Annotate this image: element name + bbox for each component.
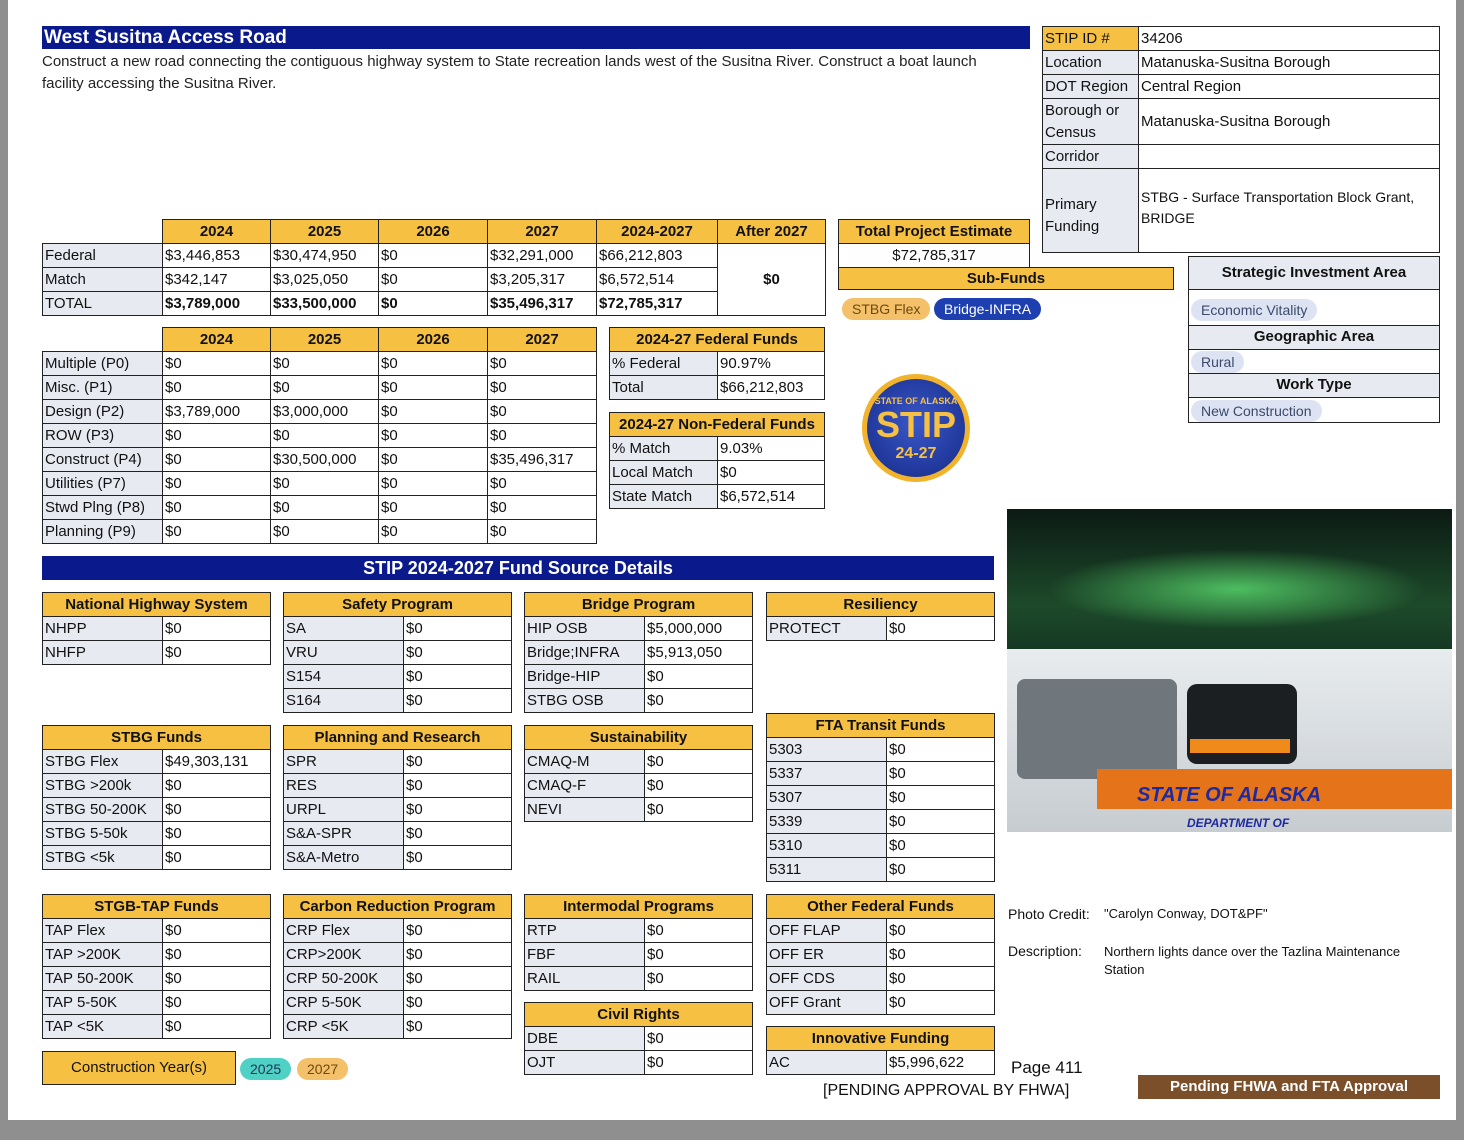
info-value: Matanuska-Susitna Borough	[1139, 51, 1440, 75]
fund-label: 5311	[767, 858, 887, 882]
cell: $0	[271, 424, 379, 448]
info-label: DOT Region	[1043, 75, 1139, 99]
row-label: Multiple (P0)	[43, 352, 163, 376]
fund-value: $5,913,050	[645, 641, 753, 665]
fund-label: NHPP	[43, 617, 163, 641]
fund-label: RTP	[525, 919, 645, 943]
fund-label: OFF Grant	[767, 991, 887, 1015]
fund-value: $5,000,000	[645, 617, 753, 641]
project-title: West Susitna Access Road	[42, 26, 1030, 49]
fund-value: $0	[163, 641, 271, 665]
cell: $342,147	[163, 268, 271, 292]
cell: 90.97%	[718, 352, 825, 376]
total-estimate-value: $72,785,317	[839, 244, 1030, 268]
fund-value: $0	[163, 617, 271, 641]
cell: $32,291,000	[488, 244, 597, 268]
photo-credit-label: Photo Credit:	[1008, 906, 1090, 922]
fund-value: $0	[163, 846, 271, 870]
fund-group	[524, 1002, 753, 1075]
cell: $35,496,317	[488, 448, 597, 472]
fund-label: STBG 50-200K	[43, 798, 163, 822]
info-label: Borough or Census	[1043, 99, 1139, 145]
phase-table	[42, 327, 597, 544]
fund-group	[766, 713, 995, 882]
row-label: Design (P2)	[43, 400, 163, 424]
year-chip: 2025	[240, 1058, 291, 1080]
fund-label: OJT	[525, 1051, 645, 1075]
cell: $3,205,317	[488, 268, 597, 292]
fund-value: $0	[163, 919, 271, 943]
fund-value: $0	[887, 834, 995, 858]
row-label: Total	[610, 376, 718, 400]
nonfederal-funds-table	[609, 412, 825, 509]
cell: $30,474,950	[271, 244, 379, 268]
fund-group	[42, 592, 271, 665]
fund-group-title: Sustainability	[525, 726, 753, 750]
fund-value: $5,996,622	[887, 1051, 995, 1075]
fund-label: TAP <5K	[43, 1015, 163, 1039]
fund-label: CMAQ-F	[525, 774, 645, 798]
photo-credit: "Carolyn Conway, DOT&PF"	[1104, 906, 1268, 921]
row-label: Match	[43, 268, 163, 292]
investment-chip: Economic Vitality	[1191, 299, 1317, 321]
cell: $0	[379, 520, 488, 544]
fund-value: $49,303,131	[163, 750, 271, 774]
row-label: ROW (P3)	[43, 424, 163, 448]
project-description: Construct a new road connecting the contiguous highway system to State recreation lands west of the Susitna River. Construct a boat launch facility accessing the Susitna River.	[42, 53, 977, 92]
fund-label: RAIL	[525, 967, 645, 991]
col-header: 2024	[163, 328, 271, 352]
fund-label: URPL	[284, 798, 404, 822]
fund-label: S&A-SPR	[284, 822, 404, 846]
row-label: TOTAL	[43, 292, 163, 316]
info-label: Location	[1043, 51, 1139, 75]
fund-label: STBG <5k	[43, 846, 163, 870]
cell: $0	[163, 352, 271, 376]
cell: $0	[163, 376, 271, 400]
fund-value: $0	[404, 991, 512, 1015]
fund-value: $0	[887, 786, 995, 810]
fund-group-title: Civil Rights	[525, 1003, 753, 1027]
row-label: Misc. (P1)	[43, 376, 163, 400]
fund-label: STBG 5-50k	[43, 822, 163, 846]
fund-value: $0	[887, 738, 995, 762]
cell: $0	[271, 352, 379, 376]
fund-value: $0	[645, 774, 753, 798]
col-header: 2025	[271, 220, 379, 244]
cell: $33,500,000	[271, 292, 379, 316]
col-header: 2024-2027	[597, 220, 718, 244]
cell: $0	[379, 424, 488, 448]
fund-label: HIP OSB	[525, 617, 645, 641]
sub-fund-chip: Bridge-INFRA	[934, 298, 1041, 320]
fund-value: $0	[887, 967, 995, 991]
row-label: % Match	[610, 437, 718, 461]
fund-group-title: STGB-TAP Funds	[43, 895, 271, 919]
photo-desc-label: Description:	[1008, 943, 1082, 959]
fund-label: CMAQ-M	[525, 750, 645, 774]
fund-value: $0	[163, 967, 271, 991]
cell: $0	[271, 376, 379, 400]
fund-group	[283, 894, 512, 1039]
cell: $66,212,803	[718, 376, 825, 400]
cell: $0	[163, 496, 271, 520]
fund-value: $0	[404, 641, 512, 665]
strategic-investment-label: Strategic Investment Area	[1188, 256, 1440, 290]
fund-group-title: Bridge Program	[525, 593, 753, 617]
fund-value: $0	[404, 822, 512, 846]
info-label: STIP ID #	[1043, 27, 1139, 51]
geographic-area-box	[1188, 349, 1440, 374]
fund-label: TAP >200K	[43, 943, 163, 967]
cell: $0	[379, 352, 488, 376]
construction-years-label: Construction Year(s)	[42, 1051, 236, 1085]
pending-text: [PENDING APPROVAL BY FHWA]	[823, 1082, 1070, 1099]
fund-label: STBG OSB	[525, 689, 645, 713]
fund-value: $0	[887, 991, 995, 1015]
fund-value: $0	[163, 822, 271, 846]
fund-group	[524, 592, 753, 713]
cell: $0	[379, 472, 488, 496]
stip-page	[8, 0, 1456, 1120]
fund-label: NHFP	[43, 641, 163, 665]
work-type-label: Work Type	[1188, 373, 1440, 398]
truck-window	[1017, 679, 1177, 779]
sub-fund-chip: STBG Flex	[842, 298, 930, 320]
col-header: 2025	[271, 328, 379, 352]
cell: $3,789,000	[163, 400, 271, 424]
row-label: Local Match	[610, 461, 718, 485]
fund-group-title: Planning and Research	[284, 726, 512, 750]
fund-value: $0	[645, 943, 753, 967]
logo-top-text: STATE OF ALASKA	[874, 396, 958, 406]
fund-group	[524, 725, 753, 822]
fund-label: S154	[284, 665, 404, 689]
fund-value: $0	[887, 919, 995, 943]
total-estimate-label: Total Project Estimate	[839, 220, 1030, 244]
fund-label: NEVI	[525, 798, 645, 822]
logo-main-text: STIP	[875, 404, 956, 445]
cell: $0	[271, 520, 379, 544]
info-value: Matanuska-Susitna Borough	[1139, 99, 1440, 145]
fund-value: $0	[404, 750, 512, 774]
cell: $72,785,317	[597, 292, 718, 316]
cell: $35,496,317	[488, 292, 597, 316]
row-label: Federal	[43, 244, 163, 268]
fund-label: OFF ER	[767, 943, 887, 967]
cell: $0	[379, 244, 488, 268]
fund-value: $0	[404, 967, 512, 991]
cell: $0	[163, 448, 271, 472]
cell: $3,446,853	[163, 244, 271, 268]
fund-group	[766, 894, 995, 1015]
fund-label: SA	[284, 617, 404, 641]
fund-value: $0	[887, 943, 995, 967]
fund-group	[283, 725, 512, 870]
fund-group	[766, 592, 995, 641]
cell: $0	[271, 496, 379, 520]
cell: $0	[163, 520, 271, 544]
strategic-investment-box	[1188, 289, 1440, 326]
aurora	[1047, 549, 1427, 629]
fund-label: 5339	[767, 810, 887, 834]
fund-label: RES	[284, 774, 404, 798]
cell: $0	[379, 268, 488, 292]
cell: $0	[488, 352, 597, 376]
fund-label: CRP Flex	[284, 919, 404, 943]
fund-label: SPR	[284, 750, 404, 774]
page-number: Page 411	[1011, 1058, 1083, 1077]
work-type-box	[1188, 397, 1440, 423]
col-header: 2026	[379, 220, 488, 244]
fund-group-title: Carbon Reduction Program	[284, 895, 512, 919]
info-label: Primary Funding	[1043, 169, 1139, 253]
cell: $0	[163, 424, 271, 448]
fund-value: $0	[887, 858, 995, 882]
fund-source-title: STIP 2024-2027 Fund Source Details	[42, 556, 994, 580]
col-header: 2027	[488, 220, 597, 244]
cell: $0	[488, 472, 597, 496]
project-info-table	[1042, 26, 1440, 253]
fund-label: AC	[767, 1051, 887, 1075]
fund-group	[283, 592, 512, 713]
fund-value: $0	[404, 846, 512, 870]
fund-value: $0	[404, 617, 512, 641]
cell: $3,789,000	[163, 292, 271, 316]
fund-value: $0	[645, 919, 753, 943]
fund-label: TAP Flex	[43, 919, 163, 943]
row-label: Planning (P9)	[43, 520, 163, 544]
funding-table	[42, 219, 826, 316]
cell: $30,500,000	[271, 448, 379, 472]
info-value: STBG - Surface Transportation Block Grant, BRIDGE	[1139, 169, 1440, 253]
info-value: Central Region	[1139, 75, 1440, 99]
row-label: Construct (P4)	[43, 448, 163, 472]
col-header: 2024	[163, 220, 271, 244]
fund-label: TAP 50-200K	[43, 967, 163, 991]
cell: $6,572,514	[718, 485, 825, 509]
fund-value: $0	[645, 1027, 753, 1051]
fund-group-title: Intermodal Programs	[525, 895, 753, 919]
total-estimate	[838, 219, 1030, 268]
cell: 9.03%	[718, 437, 825, 461]
fund-label: CRP <5K	[284, 1015, 404, 1039]
fund-group-title: Other Federal Funds	[767, 895, 995, 919]
fund-label: S164	[284, 689, 404, 713]
fund-group-title: Resiliency	[767, 593, 995, 617]
cell: $0	[488, 376, 597, 400]
fund-label: PROTECT	[767, 617, 887, 641]
info-label: Corridor	[1043, 145, 1139, 169]
cell: $0	[379, 292, 488, 316]
fund-group	[42, 725, 271, 870]
stip-logo	[862, 374, 970, 482]
fund-label: CRP 5-50K	[284, 991, 404, 1015]
cell: $0	[488, 400, 597, 424]
cell: $0	[379, 496, 488, 520]
fund-value: $0	[645, 798, 753, 822]
fund-value: $0	[163, 798, 271, 822]
nonfederal-funds-title: 2024-27 Non-Federal Funds	[610, 413, 825, 437]
fund-value: $0	[645, 1051, 753, 1075]
col-header: After 2027	[718, 220, 826, 244]
pending-badge: Pending FHWA and FTA Approval	[1138, 1075, 1440, 1099]
cell: $0	[163, 472, 271, 496]
fund-group	[42, 894, 271, 1039]
row-label: Utilities (P7)	[43, 472, 163, 496]
cell: $0	[379, 448, 488, 472]
fund-value: $0	[163, 943, 271, 967]
cell: $3,000,000	[271, 400, 379, 424]
fund-value: $0	[404, 919, 512, 943]
fund-label: 5307	[767, 786, 887, 810]
logo-sub-text: 24-27	[895, 445, 937, 462]
fund-label: Bridge;INFRA	[525, 641, 645, 665]
cell: $66,212,803	[597, 244, 718, 268]
fund-value: $0	[645, 750, 753, 774]
sub-funds-label: Sub-Funds	[838, 267, 1174, 290]
cell: $0	[718, 461, 825, 485]
photo	[1007, 509, 1452, 832]
fund-value: $0	[645, 689, 753, 713]
fund-value: $0	[887, 762, 995, 786]
fund-label: CRP>200K	[284, 943, 404, 967]
fund-label: S&A-Metro	[284, 846, 404, 870]
fund-label: 5310	[767, 834, 887, 858]
photo-desc: Northern lights dance over the Tazlina Maintenance Station	[1104, 944, 1401, 977]
fund-group	[766, 1026, 995, 1075]
after-2027-value: $0	[718, 244, 826, 316]
federal-funds-title: 2024-27 Federal Funds	[610, 328, 825, 352]
fund-value: $0	[645, 967, 753, 991]
fund-group-title: Safety Program	[284, 593, 512, 617]
cell: $0	[379, 400, 488, 424]
info-value: 34206	[1139, 27, 1440, 51]
row-label: % Federal	[610, 352, 718, 376]
fund-label: DBE	[525, 1027, 645, 1051]
fund-group-title: FTA Transit Funds	[767, 714, 995, 738]
fund-value: $0	[163, 1015, 271, 1039]
info-value	[1139, 145, 1440, 169]
federal-funds-table	[609, 327, 825, 400]
cell: $0	[379, 376, 488, 400]
row-label: Stwd Plng (P8)	[43, 496, 163, 520]
fund-value: $0	[163, 774, 271, 798]
row-label: State Match	[610, 485, 718, 509]
fund-group-title: National Highway System	[43, 593, 271, 617]
cell: $0	[271, 472, 379, 496]
fund-label: Bridge-HIP	[525, 665, 645, 689]
fund-group-title: STBG Funds	[43, 726, 271, 750]
fund-label: 5303	[767, 738, 887, 762]
fund-label: STBG Flex	[43, 750, 163, 774]
fund-label: FBF	[525, 943, 645, 967]
fund-group	[524, 894, 753, 991]
mirror-light	[1190, 739, 1290, 753]
fund-label: OFF CDS	[767, 967, 887, 991]
truck-text: STATE OF ALASKA	[1137, 784, 1322, 806]
year-chip: 2027	[297, 1058, 348, 1080]
fund-value: $0	[404, 1015, 512, 1039]
fund-label: STBG >200k	[43, 774, 163, 798]
fund-value: $0	[404, 689, 512, 713]
col-header: 2026	[379, 328, 488, 352]
fund-value: $0	[645, 665, 753, 689]
fund-label: OFF FLAP	[767, 919, 887, 943]
fund-label: 5337	[767, 762, 887, 786]
col-header: 2027	[488, 328, 597, 352]
cell: $0	[488, 520, 597, 544]
cell: $3,025,050	[271, 268, 379, 292]
truck-subtext: DEPARTMENT OF	[1187, 816, 1290, 830]
fund-value: $0	[887, 810, 995, 834]
fund-label: TAP 5-50K	[43, 991, 163, 1015]
fund-group-title: Innovative Funding	[767, 1027, 995, 1051]
work-chip: New Construction	[1191, 400, 1322, 422]
geo-chip: Rural	[1191, 351, 1244, 373]
fund-label: VRU	[284, 641, 404, 665]
fund-value: $0	[163, 991, 271, 1015]
fund-value: $0	[887, 617, 995, 641]
fund-value: $0	[404, 665, 512, 689]
cell: $0	[488, 496, 597, 520]
fund-value: $0	[404, 798, 512, 822]
fund-label: CRP 50-200K	[284, 967, 404, 991]
fund-value: $0	[404, 774, 512, 798]
fund-value: $0	[404, 943, 512, 967]
geographic-area-label: Geographic Area	[1188, 325, 1440, 350]
cell: $6,572,514	[597, 268, 718, 292]
cell: $0	[488, 424, 597, 448]
